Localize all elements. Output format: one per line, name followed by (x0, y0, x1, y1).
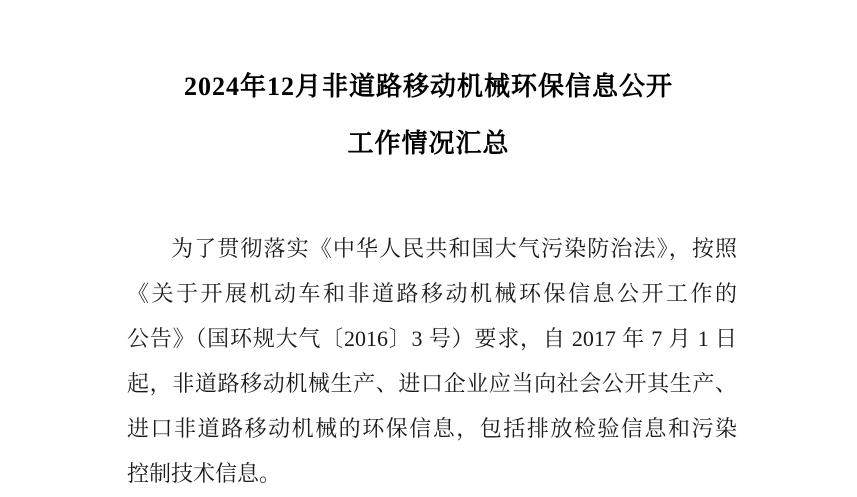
document-title (0, 0, 857, 172)
paragraph-line-2: 《关于开展机动车和非道路移动机械环保信息公开工作的 (127, 281, 737, 306)
document-title-line-2: 工作情况汇总 (347, 129, 510, 158)
paragraph-line-5: 进口非道路移动机械的环保信息，包括排放检验信息和污染 (127, 416, 737, 441)
paragraph-line-3: 公告》（国环规大气〔2016〕3 号）要求，自 2017 年 7 月 1 日 (127, 326, 737, 351)
paragraph-line-1: 为了贯彻落实《中华人民共和国大气污染防治法》，按照 (171, 236, 737, 261)
document-title-line-1: 2024年12月非道路移动机械环保信息公开 (183, 72, 673, 101)
paragraph-line-4: 起，非道路移动机械生产、进口企业应当向社会公开其生产、 (127, 371, 737, 396)
paragraph-line-6: 控制技术信息。 (127, 461, 282, 486)
body-paragraph (127, 226, 737, 496)
